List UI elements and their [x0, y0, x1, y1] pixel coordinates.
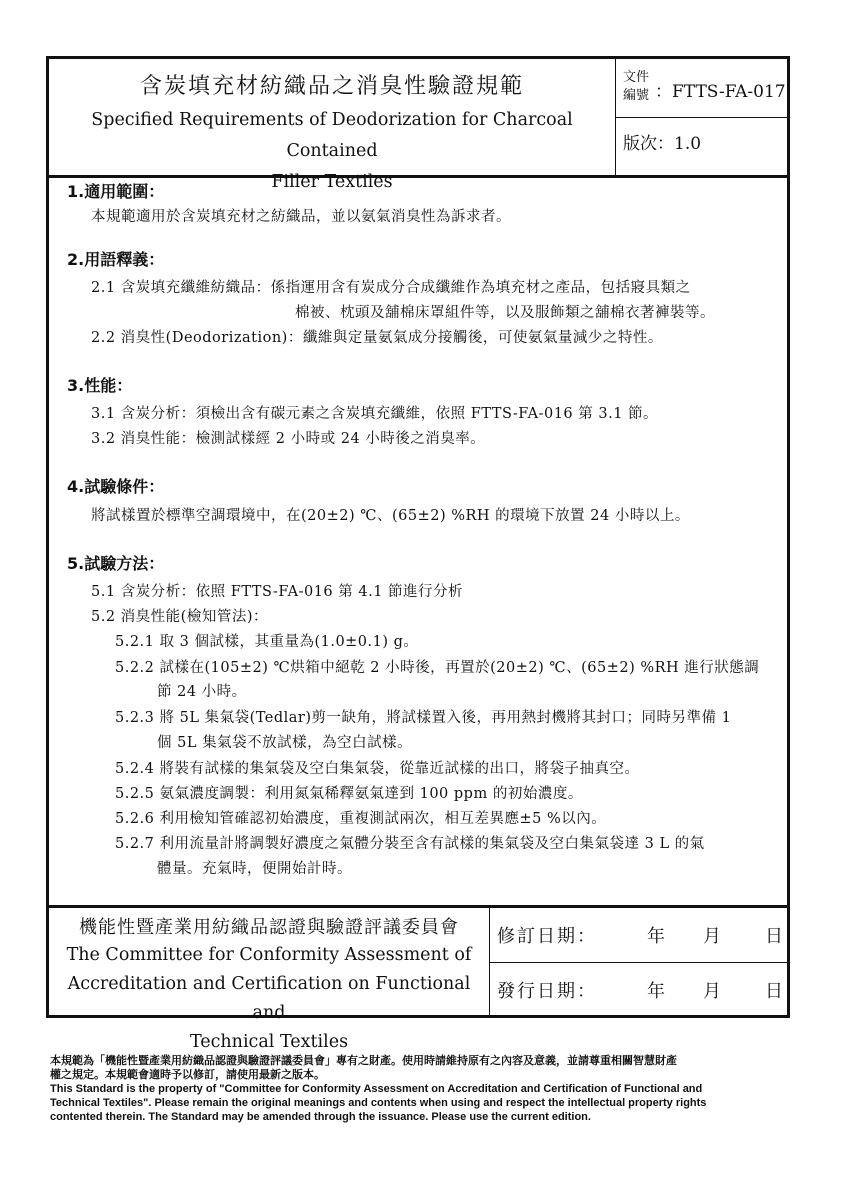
revision-month-label: 月 — [703, 926, 721, 947]
title-english-line-2: Filler Textiles — [271, 172, 393, 192]
committee-name-english — [49, 941, 489, 1057]
notice-english-line-1: This Standard is the property of "Committee for Conformity Assessment on Accreditation and Certification of Functional and — [50, 1083, 703, 1095]
section-5-sub-4: 5.2.4 將裝有試樣的集氣袋及空白集氣袋，從靠近試樣的出口，將袋子抽真空。 — [115, 761, 640, 777]
committee-english-line-2: Accreditation and Certification on Functional and — [67, 974, 471, 1023]
section-5-sub-2-line-1: 5.2.2 試樣在(105±2) ℃烘箱中絕乾 2 小時後，再置於(20±2) ℃、(65±2) %RH 進行狀態調 — [115, 660, 760, 676]
document-number-value: ：FTTS-FA-017 — [655, 82, 786, 102]
section-3-item-1: 3.1 含炭分析：須檢出含有碳元素之含炭填充纖維，依照 FTTS-FA-016 第 3.1 節。 — [91, 406, 659, 422]
issue-date-row — [489, 963, 787, 1017]
revision-year-label: 年 — [647, 926, 665, 947]
version-label: 版次：1.0 — [623, 134, 702, 154]
section-3-item-2: 3.2 消臭性能：檢測試樣經 2 小時或 24 小時後之消臭率。 — [91, 431, 486, 447]
section-5-sub-3-line-2: 個 5L 集氣袋不放試樣，為空白試樣。 — [157, 735, 413, 751]
title-chinese: 含炭填充材紡織品之消臭性驗證規範 — [139, 74, 524, 99]
revision-date-row — [489, 908, 787, 963]
section-3-title: 3.性能： — [67, 376, 133, 395]
section-5-sub-1: 5.2.1 取 3 個試樣，其重量為(1.0±0.1) g。 — [115, 634, 419, 650]
section-5-sub-3-line-1: 5.2.3 將 5L 集氣袋(Tedlar)剪一缺角，將試樣置入後，再用熱封機將其封口；同時另準備 1 — [115, 710, 732, 726]
section-5-title: 5.試驗方法： — [67, 554, 165, 573]
section-4-title: 4.試驗條件： — [67, 477, 165, 496]
section-2-item-1-line-2: 棉被、枕頭及舖棉床罩組件等，以及服飾類之舖棉衣著褲裝等。 — [295, 305, 715, 321]
document-frame — [46, 56, 790, 1052]
committee-english-line-1: The Committee for Conformity Assessment of — [66, 945, 472, 965]
section-2-item-1-line-1: 2.1 含炭填充纖維紡織品：係指運用含有炭成分合成纖維作為填充材之產品，包括寢具類之 — [91, 280, 691, 296]
document-number-cell — [615, 59, 787, 118]
document-number-label-line-1: 文件 — [623, 70, 650, 85]
issue-day-label: 日 — [765, 981, 783, 1002]
committee-name-chinese: 機能性暨產業用紡織品認證與驗證評議委員會 — [79, 917, 459, 938]
section-5-sub-6: 5.2.6 利用檢知管確認初始濃度，重複測試兩次，相互差異應±5 %以內。 — [115, 811, 607, 827]
committee-block — [49, 908, 490, 1052]
issue-year-label: 年 — [647, 981, 665, 1002]
document-number-label — [623, 69, 653, 105]
section-1-title: 1.適用範圍： — [67, 182, 165, 201]
notice-english-line-3: contented therein. The Standard may be amended through the issuance. Please use the current edition. — [50, 1111, 591, 1123]
section-5-sub-7-line-2: 體量。充氣時，便開始計時。 — [157, 861, 352, 877]
copyright-notice — [50, 1054, 810, 1124]
notice-chinese-line-1: 本規範為「機能性暨產業用紡織品認證與驗證評議委員會」專有之財產。使用時請維持原有之內容及意義，並請尊重相關智慧財產 — [50, 1055, 677, 1067]
document-footer — [49, 905, 787, 1052]
issue-month-label: 月 — [703, 981, 721, 1002]
issue-date-label: 發行日期： — [497, 981, 597, 1002]
title-english-line-1: Specified Requirements of Deodorization for Charcoal Contained — [91, 110, 573, 161]
section-2-item-2: 2.2 消臭性(Deodorization)：纖維與定量氨氣成分接觸後，可使氨氣量減少之特性。 — [91, 330, 663, 346]
section-5-sub-2-line-2: 節 24 小時。 — [157, 684, 247, 700]
section-4-text: 將試樣置於標準空調環境中，在(20±2) ℃、(65±2) %RH 的環境下放置 24 小時以上。 — [91, 508, 690, 524]
notice-chinese-line-2: 權之規定。本規範會適時予以修訂，請使用最新之版本。 — [50, 1069, 325, 1081]
section-5-sub-5: 5.2.5 氨氣濃度調製：利用氮氣稀釋氨氣達到 100 ppm 的初始濃度。 — [115, 786, 583, 802]
section-2-title: 2.用語釋義： — [67, 250, 165, 269]
document-number-label-line-2: 編號 — [623, 88, 650, 103]
section-5-sub-7-line-1: 5.2.7 利用流量計將調製好濃度之氣體分裝至含有試樣的集氣袋及空白集氣袋達 3 L 的氣 — [115, 836, 705, 852]
committee-english-line-3: Technical Textiles — [189, 1032, 349, 1052]
section-5-item-2: 5.2 消臭性能(檢知管法)： — [91, 609, 268, 625]
revision-date-label: 修訂日期： — [497, 926, 597, 947]
notice-english-line-2: Technical Textiles". Please remain the original meanings and contents when using and respect the intellectual property rights — [50, 1097, 707, 1109]
section-5-item-1: 5.1 含炭分析：依照 FTTS-FA-016 第 4.1 節進行分析 — [91, 584, 464, 600]
section-1-text: 本規範適用於含炭填充材之紡織品，並以氨氣消臭性為訴求者。 — [91, 209, 511, 225]
revision-day-label: 日 — [765, 926, 783, 947]
